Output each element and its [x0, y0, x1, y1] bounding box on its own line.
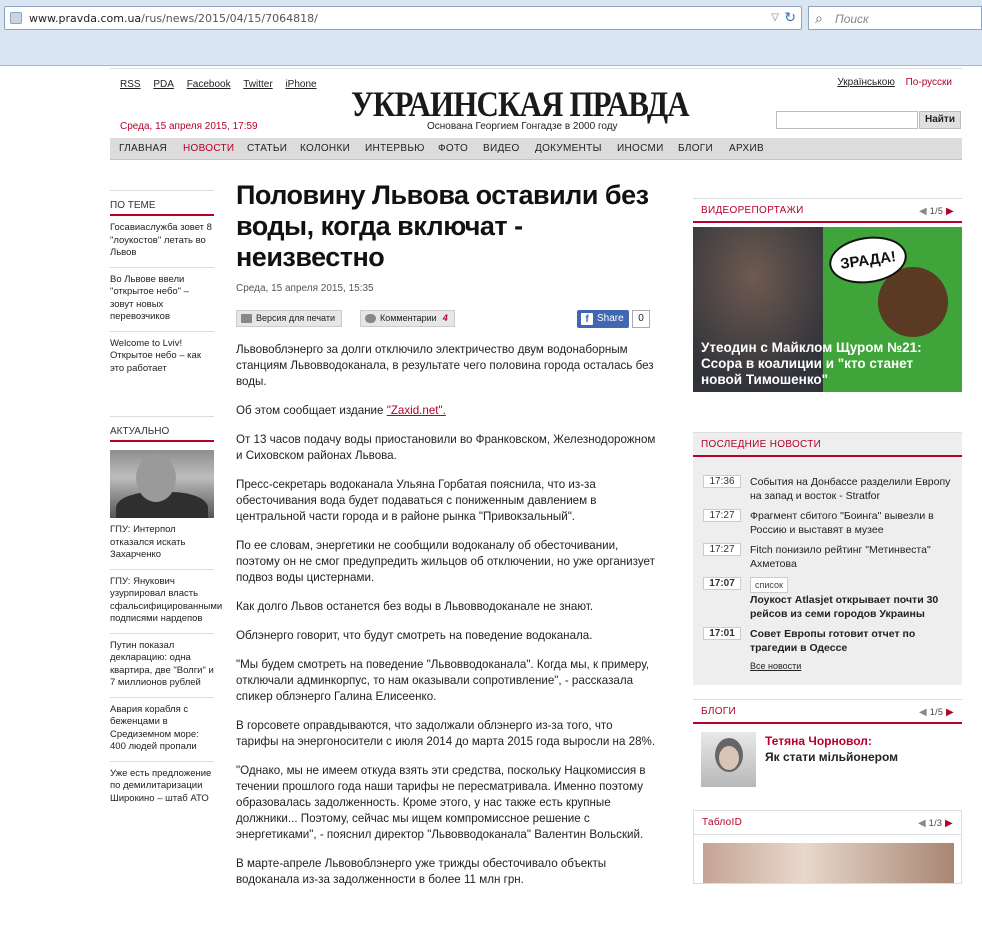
actual-link[interactable]: Уже есть предложение по демилитаризации Широкино – штаб АТО — [110, 767, 212, 804]
browser-search-placeholder: Поиск — [835, 12, 869, 26]
favicon-icon — [10, 12, 22, 24]
news-tag[interactable]: список — [750, 577, 788, 593]
actual-link[interactable]: Авария корабля с беженцами в Средиземном море: 400 людей пропали — [110, 698, 214, 762]
left-sidebar — [110, 190, 223, 812]
photo-face — [719, 746, 739, 770]
next-arrow-icon[interactable]: ▶ — [946, 707, 954, 718]
print-button[interactable]: Версия для печати — [236, 310, 342, 327]
toplink-twitter[interactable]: Twitter — [243, 79, 273, 90]
reload-icon[interactable]: ↻ — [784, 9, 796, 25]
share-count: 0 — [632, 310, 650, 328]
article-paragraph: "Однако, мы не имеем откуда взять эти средства, поскольку Нацкомиссия в течении прошлого года наши тарифы не пересматривала. Именно поэтому образовалась задолженность. Кроме этого, у нас также есть крупные должники... Поэтому, сейчас мы ищем компромиссное решение с энергетиками", - пояснил директор "Львовводоканала" Валентин Вольский. — [236, 764, 646, 841]
nav-video[interactable]: ВИДЕО — [483, 143, 520, 154]
article-paragraph: По ее словам, энергетики не сообщили водоканалу об обесточивании, поэтому он не смог предупредить жильцов об отключении, но уже организует подвоз воды цистернами. — [236, 539, 655, 584]
facebook-icon: f — [581, 313, 593, 325]
news-time: 17:07 — [703, 577, 741, 590]
article-paragraph: "Мы будем смотреть на поведение "Львовводоканала". Когда мы, к примеру, отключали админкорпус, то нам оказывали сопротивление", - рассказала спикер облэнерго Галина Елисеенко. — [236, 658, 650, 703]
article-date: Среда, 15 апреля 2015, 15:35 — [236, 283, 374, 294]
top-divider — [110, 68, 962, 69]
nav-columns[interactable]: КОЛОНКИ — [300, 143, 351, 154]
news-item[interactable]: 17:27 Фрагмент сбитого "Боинга" вывезли в Россию и выставят в музее — [693, 503, 962, 537]
right-sidebar — [693, 198, 962, 884]
actual-link[interactable]: ГПУ: Янукович узурпировал власть сфальсифицированными подписями нардепов — [110, 570, 214, 634]
blogs-pager: ◀ 1/5 ▶ — [918, 707, 954, 718]
video-caption[interactable]: Утеодин с Майклом Щуром №21: Ссора в коалиции и "кто станет новой Тимошенко" — [701, 340, 922, 387]
blog-author[interactable]: Тетяна Чорновол: — [765, 734, 872, 748]
article-paragraph: От 13 часов подачу воды приостановили во Франковском, Железнодорожном и Сиховском районах Львова. — [236, 433, 656, 462]
blogs-box — [693, 699, 962, 792]
nav-documents[interactable]: ДОКУМЕНТЫ — [535, 143, 602, 154]
search-icon: ⌕ — [815, 10, 823, 26]
news-item[interactable]: 17:07 список Лоукост Atlasjet открывает почти 30 рейсов из семи городов Украины — [693, 571, 962, 621]
video-pager: ◀ 1/5 ▶ — [918, 206, 954, 217]
speech-bubble: ЗРАДА! — [826, 232, 910, 288]
page — [95, 66, 982, 941]
prev-arrow-icon[interactable]: ◀ — [917, 818, 926, 829]
article-paragraph: В марте-апреле Львовоблэнерго уже трижды обесточивало объекты водоканала из-за задолженности в более 11 млн грн. — [236, 857, 607, 886]
news-time: 17:27 — [703, 543, 741, 556]
article-tools — [236, 310, 656, 330]
lang-russian[interactable]: По-русски — [905, 77, 952, 88]
news-time: 17:36 — [703, 475, 741, 488]
nav-archive[interactable]: АРХИВ — [729, 143, 764, 154]
video-thumbnail[interactable] — [693, 227, 962, 392]
actual-photo[interactable] — [110, 450, 214, 518]
toplink-facebook[interactable]: Facebook — [186, 79, 231, 90]
video-box — [693, 198, 962, 392]
site-search-input[interactable] — [776, 111, 918, 129]
top-links — [120, 79, 327, 90]
facebook-share-button[interactable]: f Share — [577, 310, 629, 328]
blog-item[interactable] — [693, 732, 962, 792]
nav-interviews[interactable]: ИНТЕРВЬЮ — [365, 143, 425, 154]
nav-home[interactable]: ГЛАВНАЯ — [119, 143, 167, 154]
actual-link[interactable]: Путин показал декларацию: одна квартира, две "Волги" и 7 миллионов рублей — [110, 634, 214, 698]
blog-author-photo[interactable] — [701, 732, 756, 787]
article-body — [236, 342, 656, 888]
prev-arrow-icon[interactable]: ◀ — [918, 206, 927, 217]
nav-inosmi[interactable]: ИНОСМИ — [617, 143, 664, 154]
topic-link[interactable]: Во Львове ввели "открытое небо" – зовут новых перевозчиков — [110, 268, 214, 332]
tabloid-heading: ТаблоID ◀ 1/3 ▶ — [694, 811, 961, 835]
toplink-iphone[interactable]: iPhone — [285, 79, 317, 90]
topic-heading: ПО ТЕМЕ — [110, 190, 214, 216]
source-link[interactable]: "Zaxid.net". — [386, 404, 446, 417]
comments-count: 4 — [442, 313, 448, 323]
browser-search-field[interactable] — [808, 6, 982, 30]
next-arrow-icon[interactable]: ▶ — [945, 818, 953, 829]
tabloid-box — [693, 810, 962, 884]
site-search-button[interactable]: Найти — [919, 111, 961, 129]
current-date: Среда, 15 апреля 2015, 17:59 — [120, 121, 258, 132]
topic-link[interactable]: Welcome to Lviv! Открытое небо – как это работает — [110, 337, 201, 374]
article — [236, 180, 656, 888]
site-logo[interactable]: УКРАИНСКАЯ ПРАВДА — [351, 84, 689, 124]
blog-title[interactable]: Як стати мільйонером — [765, 750, 898, 764]
photo-figure-head — [136, 454, 176, 502]
comments-button[interactable]: Комментарии 4 — [360, 310, 455, 327]
topic-link[interactable]: Госавиаслужба зовет 8 "лоукостов" летать во Львов — [110, 216, 214, 268]
address-bar[interactable] — [4, 6, 802, 30]
tabloid-photo[interactable] — [703, 843, 954, 883]
news-time: 17:27 — [703, 509, 741, 522]
news-item[interactable]: 17:01 Совет Европы готовит отчет по трагедии в Одессе — [693, 621, 962, 655]
lang-ukrainian[interactable]: Українською — [837, 77, 895, 88]
video-heading: ВИДЕОРЕПОРТАЖИ ◀ 1/5 ▶ — [693, 199, 962, 223]
toplink-rss[interactable]: RSS — [120, 79, 141, 90]
actual-heading: АКТУАЛЬНО — [110, 416, 214, 442]
article-paragraph: Львовоблэнерго за долги отключило электричество двум водонаборным станциям Львовводоканала, в результате чего половина города осталась без воды. — [236, 343, 654, 388]
news-item[interactable]: 17:27 Fitch понизило рейтинг "Метинвеста" Ахметова — [693, 537, 962, 571]
actual-link[interactable]: ГПУ: Интерпол отказался искать Захарченко — [110, 518, 214, 570]
latest-news-box — [693, 432, 962, 685]
news-item[interactable]: 17:36 События на Донбассе разделили Европу на запад и восток - Stratfor — [693, 469, 962, 503]
nav-articles[interactable]: СТАТЬИ — [247, 143, 288, 154]
tabloid-pager: ◀ 1/3 ▶ — [917, 818, 953, 829]
article-title: Половину Львова оставили без воды, когда включат - неизвестно — [236, 180, 649, 272]
nav-news[interactable]: НОВОСТИ — [183, 143, 235, 154]
article-paragraph: Облэнерго говорит, что будут смотреть на поведение водоканала. — [236, 629, 593, 642]
browser-chrome — [0, 0, 982, 66]
article-paragraph: Пресс-секретарь водоканала Ульяна Горбатая пояснила, что из-за обесточивания вода будет подаваться с пониженным давлением в центральной части города и в районе рынка "Привокзальный". — [236, 478, 597, 523]
article-paragraph: Об этом сообщает издание "Zaxid.net". — [236, 404, 446, 417]
article-paragraph: Как долго Львов останется без воды в Львовводоканале не знают. — [236, 600, 594, 613]
prev-arrow-icon[interactable]: ◀ — [918, 707, 927, 718]
comment-icon — [365, 314, 376, 323]
news-time: 17:01 — [703, 627, 741, 640]
url-text[interactable]: www.pravda.com.ua/rus/news/2015/04/15/7064818/ — [29, 12, 318, 25]
main-nav — [110, 138, 962, 160]
dropdown-arrow-icon[interactable]: ▽ — [771, 12, 779, 23]
all-news-link[interactable]: Все новости — [750, 661, 802, 671]
next-arrow-icon[interactable]: ▶ — [946, 206, 954, 217]
blogs-heading: БЛОГИ ◀ 1/5 ▶ — [693, 700, 962, 724]
toplink-pda[interactable]: PDA — [153, 79, 174, 90]
printer-icon — [241, 314, 252, 323]
nav-blogs[interactable]: БЛОГИ — [678, 143, 714, 154]
site-tagline: Основана Георгием Гонгадзе в 2000 году — [427, 121, 618, 132]
latest-news-heading: ПОСЛЕДНИЕ НОВОСТИ — [693, 433, 962, 457]
language-switcher — [829, 77, 952, 88]
article-paragraph: В горсовете оправдываются, что задолжали облэнерго из-за того, что тарифы на энергоносители с июля 2014 до марта 2015 года выросли на 28%. — [236, 719, 656, 748]
nav-photo[interactable]: ФОТО — [438, 143, 469, 154]
